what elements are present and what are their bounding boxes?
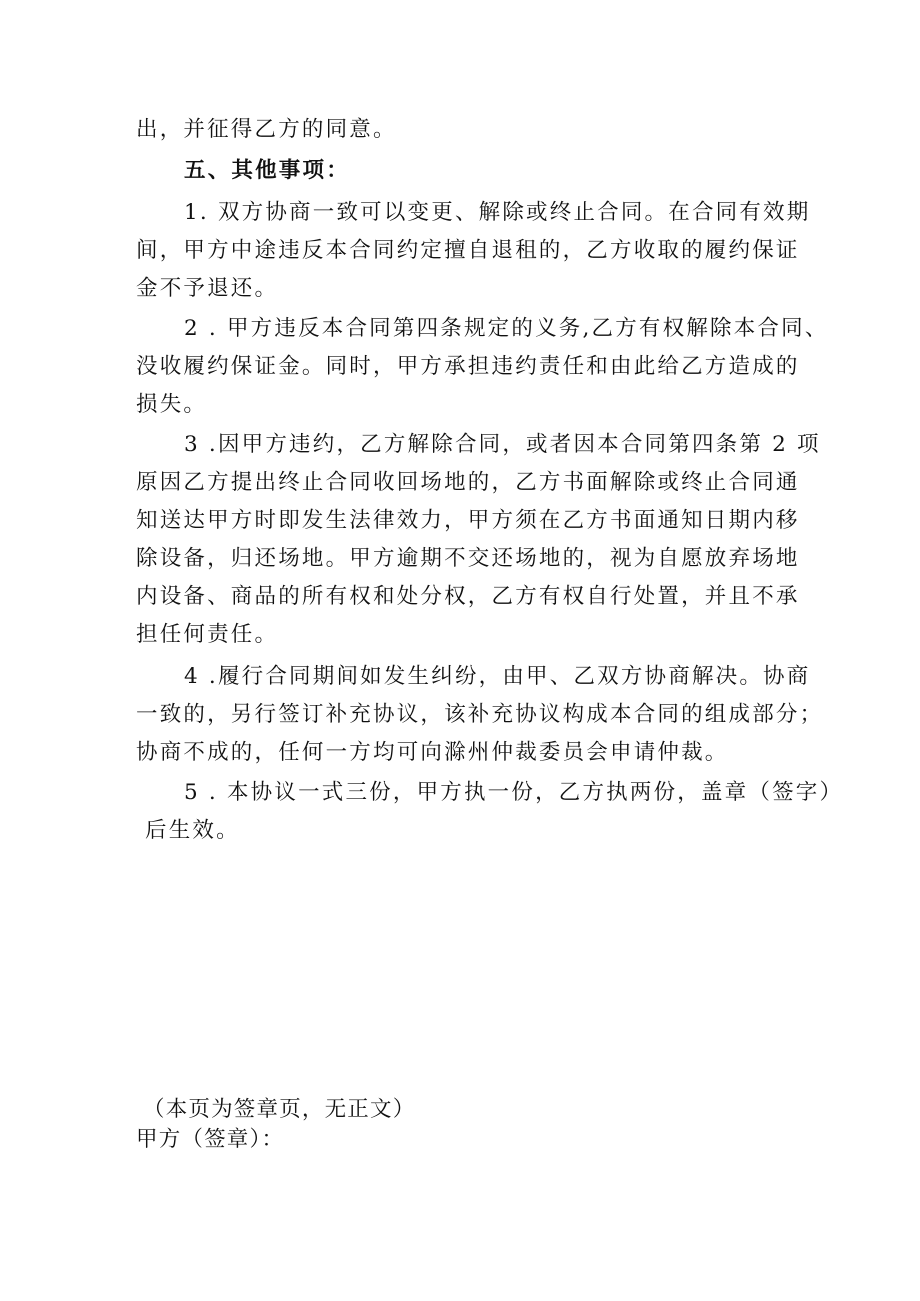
text-line: 内设备、商品的所有权和处分权，乙方有权自行处置，并且不承 (136, 584, 800, 609)
text-line: 原因乙方提出终止合同收回场地的，乙方书面解除或终止合同通 (136, 470, 800, 495)
text-line: 没收履约保证金。同时，甲方承担违约责任和由此给乙方造成的 (136, 354, 800, 379)
section-heading: 五、其他事项： (184, 158, 350, 183)
text-line: 除设备，归还场地。甲方逾期不交还场地的，视为自愿放弃场地 (136, 546, 800, 571)
text-line: 金不予退还。 (136, 276, 279, 301)
text-line: 3 .因甲方违约，乙方解除合同，或者因本合同第四条第 2 项 (184, 432, 821, 457)
party-a-signature-label: 甲方（签章）： (136, 1127, 285, 1152)
text-line: 一致的，另行签订补充协议，该补充协议构成本合同的组成部分； (136, 702, 824, 727)
text-line: 5 . 本协议一式三份，甲方执一份，乙方执两份，盖章（签字） (184, 780, 844, 805)
text-line: 间，甲方中途违反本合同约定擅自退租的，乙方收取的履约保证 (136, 238, 800, 263)
text-line: 协商不成的，任何一方均可向滁州仲裁委员会申请仲裁。 (136, 740, 729, 765)
text-line: 知送达甲方时即发生法律效力，甲方须在乙方书面通知日期内移 (136, 508, 800, 533)
text-line: 后生效。 (136, 818, 240, 843)
text-line: 出，并征得乙方的同意。 (136, 117, 397, 142)
text-line: 4 .履行合同期间如发生纠纷，由甲、乙双方协商解决。协商 (184, 664, 811, 689)
text-line: 损失。 (136, 392, 208, 417)
text-line: 担任何责任。 (136, 622, 279, 647)
text-line: 2 . 甲方违反本合同第四条规定的义务,乙方有权解除本合同、 (184, 316, 829, 341)
signature-note: （本页为签章页，无正文） (143, 1097, 416, 1122)
text-line: 1. 双方协商一致可以变更、解除或终止合同。在合同有效期 (184, 200, 811, 225)
